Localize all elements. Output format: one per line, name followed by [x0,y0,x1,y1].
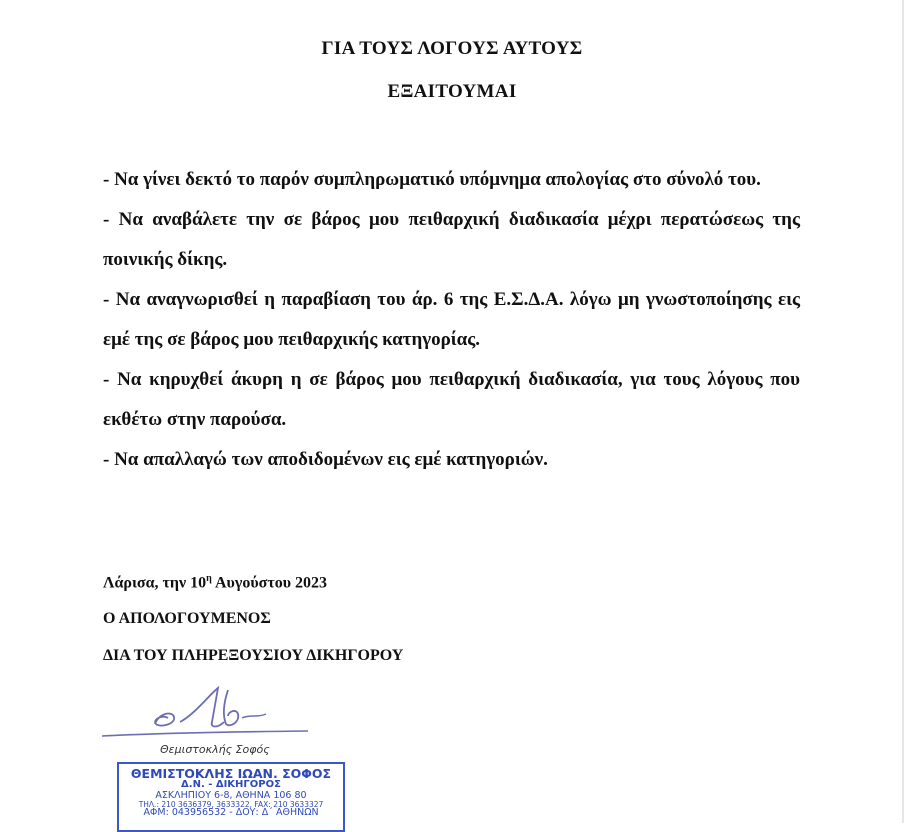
request-item: - Να γίνει δεκτό το παρόν συμπληρωματικό υπόμνημα απολογίας στο σύνολό του. [103,169,761,190]
defendant-label: Ο ΑΠΟΛΟΓΟΥΜΕΝΟΣ [103,610,271,627]
stamp-phones: ΤΗΛ.: 210 3636379, 3633322, FAX: 210 3633327 [138,799,324,809]
stamp-name: ΘΕΜΙΣΤΟΚΛΗΣ ΙΩΑΝ. ΣΟΦΟΣ [130,766,332,781]
section-heading: ΓΙΑ ΤΟΥΣ ΛΟΓΟΥΣ ΑΥΤΟΥΣ [321,38,583,59]
attorney-label: ΔΙΑ ΤΟΥ ΠΛΗΡΕΞΟΥΣΙΟΥ ΔΙΚΗΓΟΡΟΥ [103,647,404,664]
requests-list [103,160,800,480]
stamp-tax-id: ΑΦΜ: 043956532 - ΔΟΥ: Δ΄ ΑΘΗΝΩΝ [143,807,319,819]
request-item: - Να κηρυχθεί άκυρη η σε βάρος μου πειθαρχική διαδικασία, για τους λόγους που εκθέτω στην παρούσα. [103,369,800,430]
page-edge-divider [902,0,904,823]
lawyer-stamp [117,762,345,832]
date-prefix: Λάρισα, την 10 [103,574,207,592]
request-item: - Να αναγνωρισθεί η παραβίαση του άρ. 6 της Ε.Σ.Δ.Α. λόγω μη γνωστοποίησης εις εμέ της σε βάρος μου πειθαρχικής κατηγορίας. [103,289,800,350]
handwritten-signature [100,684,320,744]
date-ordinal: η [206,573,212,584]
request-item: - Να απαλλαγώ των αποδιδομένων εις εμέ κατηγοριών. [103,449,548,470]
request-heading: ΕΞΑΙΤΟΥΜΑΙ [387,81,517,102]
place-and-date [103,573,327,592]
request-item: - Να αναβάλετε την σε βάρος μου πειθαρχική διαδικασία μέχρι περατώσεως της ποινικής δίκης. [103,209,800,270]
date-suffix: Αυγούστου 2023 [211,574,328,592]
stamp-address: ΑΣΚΛΗΠΙΟΥ 6-8, ΑΘΗΝΑ 106 80 [155,789,307,801]
stamp-title: Δ.Ν. - ΔΙΚΗΓΟΡΟΣ [181,779,281,791]
signer-name: Θεμιστοκλής Σοφός [160,743,270,756]
